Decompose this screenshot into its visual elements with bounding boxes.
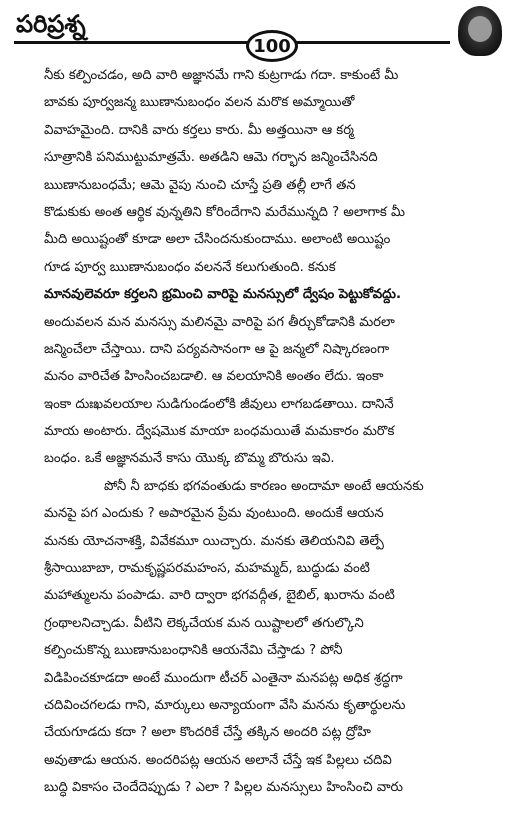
text-line: ఋణానుబంధమే; ఆమె వైపు నుంచి చూస్తే ప్రతి తల్లీ లాగే తన xyxy=(44,177,356,193)
text-line: బంధం. ఒకే అజ్ఞానమనే కాసు యొక్క బొమ్మ బొరుసు ఇవి. xyxy=(44,451,335,467)
text-line: జన్మించేలా చేస్తాయి. దాని పర్యవసానంగా ఆ పై జన్మలో నిష్కారణంగా xyxy=(44,341,390,357)
text-line: బుద్ధి వికాసం చెందేదెప్పుడు ? ఎలా ? పిల్లల మనస్సులు హింసించి వారు xyxy=(44,780,403,796)
text-line: బావకు పూర్వజన్మ ఋణానుబంధం వలన మరొక అమ్మాయితో xyxy=(44,95,355,111)
bold-text: మానవులెవరూ కర్తలని భ్రమించి వారిపై మనస్సులో ద్వేషం పెట్టుకోవద్దు. xyxy=(44,287,402,303)
text-line: పోనీ నీ బాధకు భగవంతుడు కారణం అందామా అంటే ఆయనకు xyxy=(104,478,424,494)
text-line: మనకు యోచనాశక్తి, వివేకమూ యిచ్చారు. మనకు తెలియనివి తెల్పే xyxy=(44,533,384,549)
book-title: పరిప్రశ్న xyxy=(16,10,86,38)
text-line: గ్రంథాలనిచ్చాడు. వీటిని లెక్కచేయక మన యిష్టాలలో తగుల్కొని xyxy=(44,615,364,631)
text-line: మనపై పగ ఎందుకు ? అపారమైన ప్రేమ వుంటుంది. అందుకే ఆయన xyxy=(44,506,384,522)
paragraph-2 xyxy=(44,473,496,802)
header-rule xyxy=(14,41,450,44)
text-line: శ్రీసాయిబాబా, రామకృష్ణపరమహంస, మహమ్మద్, బుద్ధుడు వంటి xyxy=(44,561,370,577)
text-line: వివాహమైంది. దానికి వారు కర్తలు కారు. మీ అత్తయినా ఆ కర్మ xyxy=(44,122,354,138)
body-text xyxy=(44,62,496,802)
page-header xyxy=(0,0,520,64)
text-line: మనం వారిచేత హింసించబడాలి. ఆ వలయానికి అంతం లేదు. ఇంకా xyxy=(44,369,384,385)
text-line: చేయగూడదు కదా ? అలా కొందరికే చేస్తే తక్కిన అందరి పట్ల ద్రోహి xyxy=(44,725,371,741)
text-line: అవుతాడు ఆయన. అందరిపట్ల ఆయన అలానే చేస్తే ఇక పిల్లలు చదివి xyxy=(44,752,392,768)
author-portrait-icon xyxy=(458,6,502,56)
text-line: గూడ పూర్వ ఋణానుబంధం వలననే కలుగుతుంది. కనుక xyxy=(44,259,336,275)
text-line: కొడుకుకు అంత ఆర్థిక వున్నతిని కోరిందేగాని మరేమున్నది ? అలాగాక మీ xyxy=(44,204,405,220)
text-line: మహాత్ములను పంపాడు. వారి ద్వారా భగవద్గీత, బైబిల్, ఖురాను వంటి xyxy=(44,588,395,604)
text-line: అందువలన మన మనస్సు మలినమై వారిపై పగ తీర్చుకోడానికి మరలా xyxy=(44,314,395,330)
text-line: మీది అయిష్టంతో కూడా అలా చేసిందనుకుందాము. అలాంటి అయిష్టం xyxy=(44,232,391,248)
paragraph-1 xyxy=(44,62,496,473)
text-line-bold xyxy=(44,281,496,308)
text-line: ఇంకా దుఃఖవలయాల సుడిగుండంలోకి జీవులు లాగబడతాయి. దానినే xyxy=(44,396,394,412)
text-line: మాయ అంటారు. ద్వేషమొక మాయా బంధమయితే మమకారం మరొక xyxy=(44,424,395,440)
text-line: సూత్రానికి పనిముట్టుమాత్రమే. అతడిని ఆమె గర్భాన జన్మించేసినది xyxy=(44,150,378,166)
text-line: విడిపించకూడదా అంటే ముందుగా టీచర్ ఎంతైనా మనపట్ల అధిక శ్రద్ధగా xyxy=(44,670,403,686)
page-number-badge xyxy=(246,30,298,62)
text-line: నీకు కల్పించడం, అది వారి అజ్ఞానమే గాని కుట్రగాడు గదా. కాకుంటే మీ xyxy=(44,68,399,83)
text-line: కల్పించుకొన్న ఋణానుబంధానికి ఆయనేమి చేస్తాడు ? పోనీ xyxy=(44,643,343,659)
text-line: చదివించగలడు గాని, మార్కులు అన్యాయంగా వేసి మనను కృతార్థులను xyxy=(44,697,406,713)
page-number: 100 xyxy=(253,35,291,57)
